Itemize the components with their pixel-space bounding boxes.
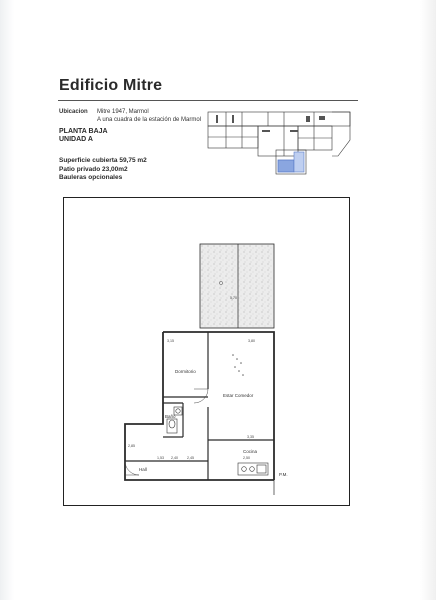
page-title: Edificio Mitre — [59, 77, 163, 94]
unit-name: UNIDAD A — [59, 136, 93, 143]
dim-bottom-a: 1,53 — [157, 456, 164, 460]
location-block — [59, 108, 202, 123]
window-marks — [232, 354, 244, 376]
dim-bottom-b: 2,40 — [171, 456, 178, 460]
unit-block — [59, 128, 108, 144]
dim-kitchen-top: 3,35 — [247, 435, 254, 439]
location-note: A una cuadra de la estación de Marmol — [97, 117, 202, 123]
dim-top-right: 3,80 — [248, 339, 255, 343]
title-divider — [58, 100, 358, 101]
label-bano: Baño — [165, 414, 176, 419]
kitchen-counter — [238, 463, 268, 475]
doors — [125, 389, 208, 475]
key-plan-image — [206, 110, 354, 176]
patio — [200, 244, 274, 328]
location-label: Ubicacion — [59, 109, 88, 115]
label-north: P.M. — [279, 472, 288, 477]
dim-bottom-c: 2,45 — [187, 456, 194, 460]
floor-plan-drawing — [63, 197, 350, 506]
dim-top-left: 3,15 — [167, 339, 174, 343]
exterior-walls — [125, 332, 274, 480]
location-address: Mitre 1947, Marmol — [97, 109, 149, 115]
label-cocina: Cocina — [243, 449, 258, 454]
interior-walls — [125, 332, 274, 480]
dim-patio: 5,70 — [230, 296, 237, 300]
specs-block — [59, 157, 147, 183]
dim-cocina: 2,50 — [243, 456, 250, 460]
floor-level: PLANTA BAJA — [59, 128, 108, 135]
label-dormitorio: Dormitorio — [175, 369, 196, 374]
storage-note: Bauleras opcionales — [59, 174, 123, 181]
label-hall: Hall — [139, 467, 147, 472]
label-estar-comedor: Estar Comedor — [223, 393, 254, 398]
covered-area: Superficie cubierta 59,75 m2 — [59, 157, 147, 164]
patio-area: Patio privado 23,00m2 — [59, 165, 128, 173]
dim-left: 2,85 — [128, 444, 135, 448]
bathroom-fixtures — [167, 407, 182, 433]
